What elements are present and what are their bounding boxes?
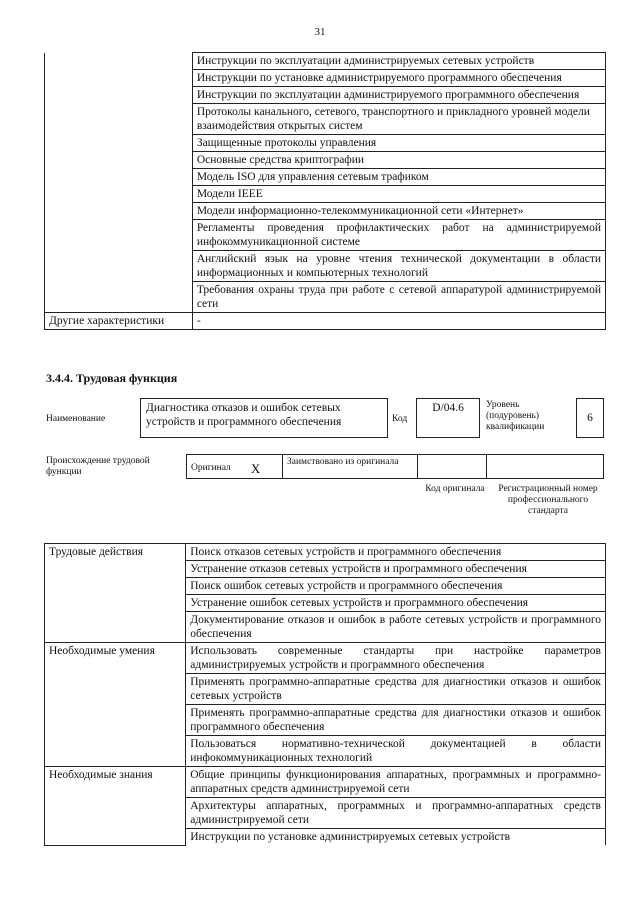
table-cell: Поиск отказов сетевых устройств и программного обеспечения xyxy=(186,544,606,561)
code-original-label: Код оригинала xyxy=(425,484,485,494)
table-cell: Документирование отказов и ошибок в работе сетевых устройств и программного обеспечения xyxy=(186,612,606,643)
code-label: Код xyxy=(392,414,408,424)
section-heading: 3.4.4. Трудовая функция xyxy=(46,371,178,385)
table-cell: Протоколы канального, сетевого, транспортного и прикладного уровней модели взаимодействия открытых систем xyxy=(192,104,605,135)
other-characteristics-label: Другие характеристики xyxy=(45,313,193,330)
table-cell: Регламенты проведения профилактических работ на администрируемой инфокоммуникационной системе xyxy=(192,220,605,251)
required-knowledge-label: Необходимые знания xyxy=(45,767,186,846)
other-characteristics-value: - xyxy=(192,313,605,330)
name-label: Наименование xyxy=(46,414,106,424)
table-cell: Применять программно-аппаратные средства для диагностики отказов и ошибок программного обеспечения xyxy=(186,705,606,736)
labor-function-table xyxy=(44,543,606,846)
reg-number-label: Регистрационный номер профессионального стандарта xyxy=(498,484,598,516)
table-cell: Архитектуры аппаратных, программных и программно-аппаратных средств администрируемой сети xyxy=(186,798,606,829)
code-box: D/04.6 xyxy=(416,398,480,438)
table-cell: Применять программно-аппаратные средства для диагностики отказов и ошибок сетевых устройств xyxy=(186,674,606,705)
table-cell: Модель ISO для управления сетевым трафиком xyxy=(192,169,605,186)
table-cell: Поиск ошибок сетевых устройств и программного обеспечения xyxy=(186,578,606,595)
origin-label: Происхождение трудовой функции xyxy=(46,456,150,477)
required-skills-label: Необходимые умения xyxy=(45,643,186,767)
table-cell: Инструкции по эксплуатации администрируемых сетевых устройств xyxy=(192,53,605,70)
labor-actions-label: Трудовые действия xyxy=(45,544,186,643)
empty-label-cell xyxy=(45,53,193,313)
reg-number-cell xyxy=(487,455,603,478)
original-label: Оригинал xyxy=(191,463,231,473)
table-cell: Модели IEEE xyxy=(192,186,605,203)
table-cell: Устранение отказов сетевых устройств и программного обеспечения xyxy=(186,561,606,578)
original-mark: X xyxy=(250,461,261,476)
table-cell: Инструкции по эксплуатации администрируемого программного обеспечения xyxy=(192,87,605,104)
qualification-level-label: Уровень (подуровень) квалификации xyxy=(486,400,545,432)
table-cell: Основные средства криптографии xyxy=(192,152,605,169)
page-number: 31 xyxy=(314,26,326,38)
table-cell: Защищенные протоколы управления xyxy=(192,135,605,152)
table-row xyxy=(45,53,606,70)
original-cell xyxy=(187,455,283,478)
table-row xyxy=(45,544,606,561)
table-row xyxy=(45,643,606,674)
table-row xyxy=(45,767,606,798)
table-cell: Инструкции по установке администрируемого программного обеспечения xyxy=(192,70,605,87)
table-cell: Модели информационно-телекоммуникационной сети «Интернет» xyxy=(192,203,605,220)
table-cell: Требования охраны труда при работе с сетевой аппаратурой администрируемой сети xyxy=(192,282,605,313)
table-cell: Устранение ошибок сетевых устройств и программного обеспечения xyxy=(186,595,606,612)
qualification-level-box: 6 xyxy=(576,398,604,438)
table-cell: Инструкции по установке администрируемых сетевых устройств xyxy=(186,829,606,846)
knowledge-table-continued xyxy=(44,52,606,330)
table-cell: Пользоваться нормативно-технической документацией в области инфокоммуникационных технологий xyxy=(186,736,606,767)
table-cell: Использовать современные стандарты при настройке параметров администрируемых устройств и программного обеспечения xyxy=(186,643,606,674)
table-cell: Английский язык на уровне чтения технической документации в области информационных и компьютерных технологий xyxy=(192,251,605,282)
table-row xyxy=(45,313,606,330)
table-cell: Общие принципы функционирования аппаратных, программных и программно-аппаратных средств администрируемой сети xyxy=(186,767,606,798)
origin-row xyxy=(186,454,604,479)
borrowed-cell: Заимствовано из оригинала xyxy=(283,455,418,478)
code-original-cell xyxy=(418,455,487,478)
function-name-box: Диагностика отказов и ошибок сетевых устройств и программного обеспечения xyxy=(140,398,388,438)
